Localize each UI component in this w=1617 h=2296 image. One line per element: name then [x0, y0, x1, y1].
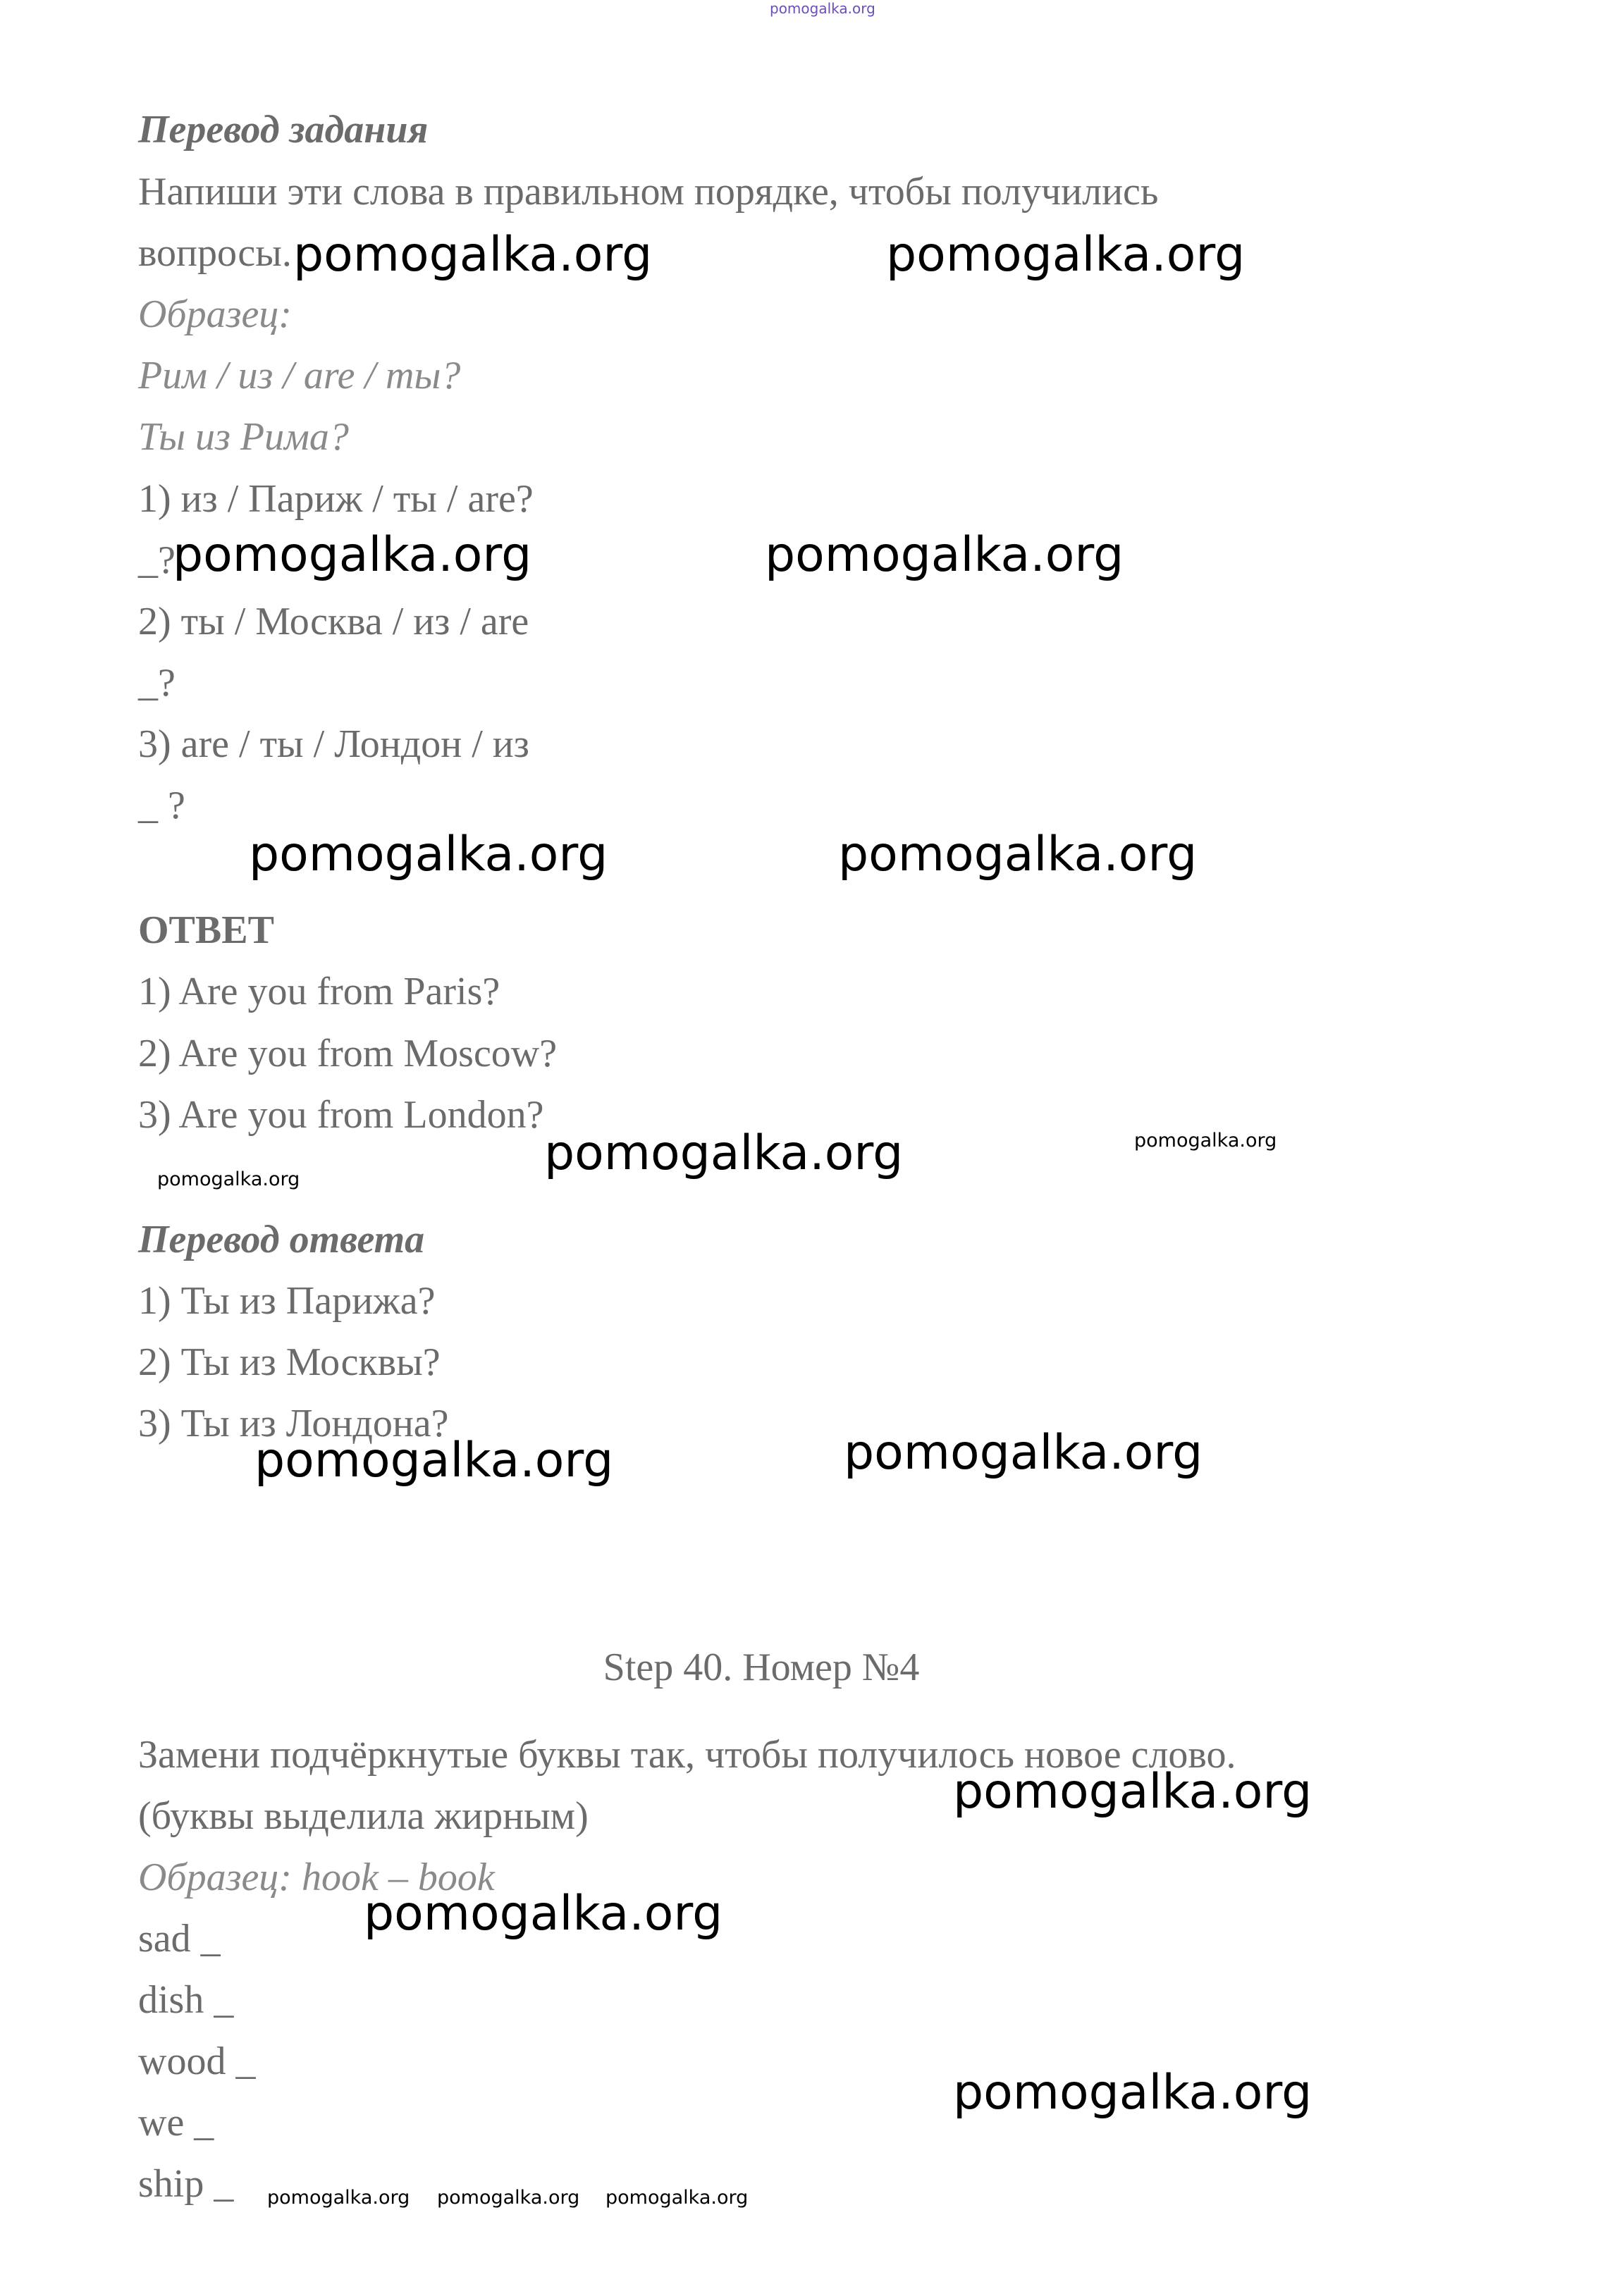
- watermark-small: pomogalka.org: [605, 2187, 749, 2209]
- step-word-3: wood _: [138, 2039, 256, 2083]
- answer-item-1: 1) Are you from Paris?: [138, 970, 500, 1013]
- example-label: Образец:: [138, 292, 292, 336]
- answer-heading: ОТВЕТ: [138, 908, 274, 952]
- watermark-large: pomogalka.org: [765, 527, 1124, 583]
- watermark-large: pomogalka.org: [173, 527, 532, 583]
- watermark-large: pomogalka.org: [953, 2065, 1312, 2121]
- example-answer: Ты из Рима?: [138, 415, 349, 459]
- answer-translation-item-2: 2) Ты из Москвы?: [138, 1340, 441, 1384]
- watermark-small: pomogalka.org: [437, 2187, 580, 2209]
- watermark-top: pomogalka.org: [770, 0, 875, 17]
- answer-item-2: 2) Are you from Moscow?: [138, 1032, 558, 1075]
- example-words: Рим / из / are / ты?: [138, 354, 461, 397]
- task-item-2-blank: _?: [138, 661, 176, 705]
- watermark-large: pomogalka.org: [544, 1125, 904, 1181]
- watermark-small: pomogalka.org: [267, 2187, 410, 2209]
- step-word-1: sad _: [138, 1917, 221, 1961]
- step-example: Образец: hook – book: [138, 1856, 495, 1899]
- task-item-2-words: 2) ты / Москва / из / are: [138, 600, 529, 643]
- task-instruction-line2: вопросы.: [138, 231, 292, 275]
- step-instruction-line2: (буквы выделила жирным): [138, 1794, 589, 1838]
- watermark-small: pomogalka.org: [1134, 1130, 1277, 1152]
- watermark-large: pomogalka.org: [838, 827, 1198, 882]
- task-instruction-line1: Напиши эти слова в правильном порядке, чтобы получились: [138, 170, 1159, 214]
- task-item-1-blank: _?: [138, 538, 176, 582]
- task-item-3-words: 3) are / ты / Лондон / из: [138, 722, 529, 766]
- step-title: Step 40. Номер №4: [603, 1646, 920, 1689]
- watermark-large: pomogalka.org: [844, 1425, 1203, 1481]
- watermark-large: pomogalka.org: [886, 227, 1246, 283]
- answer-translation-item-3: 3) Ты из Лондона?: [138, 1402, 449, 1445]
- step-word-5: ship _: [138, 2162, 234, 2206]
- watermark-large: pomogalka.org: [953, 1764, 1312, 1820]
- step-instruction-line1: Замени подчёркнутые буквы так, чтобы получилось новое слово.: [138, 1733, 1236, 1777]
- watermark-small: pomogalka.org: [157, 1168, 300, 1190]
- watermark-large: pomogalka.org: [293, 227, 653, 283]
- task-item-1-words: 1) из / Париж / ты / are?: [138, 477, 534, 521]
- step-word-4: we _: [138, 2101, 214, 2144]
- watermark-large: pomogalka.org: [249, 827, 608, 882]
- watermark-large: pomogalka.org: [364, 1886, 723, 1942]
- step-word-2: dish _: [138, 1978, 234, 2022]
- answer-item-3: 3) Are you from London?: [138, 1093, 544, 1137]
- answer-translation-heading: Перевод ответа: [138, 1218, 425, 1261]
- answer-translation-item-1: 1) Ты из Парижа?: [138, 1279, 436, 1323]
- task-item-3-blank: _ ?: [138, 784, 185, 827]
- task-translation-heading: Перевод задания: [138, 108, 429, 152]
- watermark-large: pomogalka.org: [254, 1433, 614, 1488]
